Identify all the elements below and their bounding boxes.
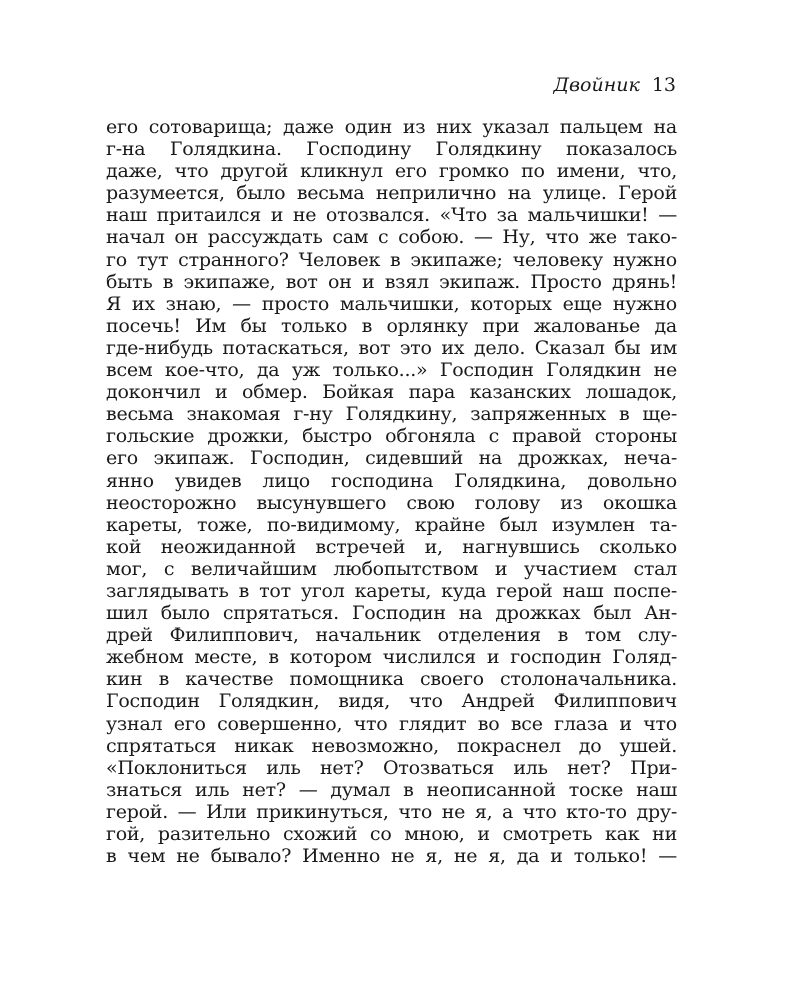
text-line: весьма знакомая г-ну Голядкину, запряженных в ще- [106, 403, 677, 426]
text-line: узнал его совершенно, что глядит во все глаза и что [106, 712, 677, 735]
text-line: мог, с величайшим любопытством и участием стал [106, 557, 677, 580]
text-line: его экипаж. Господин, сидевший на дрожках, неча- [106, 447, 677, 470]
text-line: кой неожиданной встречей и, нагнувшись сколько [106, 535, 677, 558]
body-text [106, 116, 677, 867]
text-line: шил было спрятаться. Господин на дрожках был Ан- [106, 602, 677, 625]
text-line: начал он рассуждать сам с собою. — Ну, что же тако- [106, 226, 677, 249]
text-line: где-нибудь потаскаться, вот это их дело. Сказал бы им [106, 336, 677, 359]
text-line: заглядывать в тот угол кареты, куда герой наш поспе- [106, 579, 677, 602]
text-line: неосторожно высунувшего свою голову из окошка [106, 491, 677, 514]
text-line: знаться иль нет? — думал в неописанной тоске наш [106, 778, 677, 801]
text-line: разумеется, было весьма неприлично на улице. Герой [106, 182, 677, 205]
running-head [554, 76, 676, 95]
text-line: всем кое-что, да уж только...» Господин Голядкин не [106, 359, 677, 382]
text-line: посечь! Им бы только в орлянку при жалованье да [106, 314, 677, 337]
text-line: в чем не бывало? Именно не я, не я, да и только! — [106, 845, 677, 868]
text-line: жебном месте, в котором числился и господин Голяд- [106, 646, 677, 669]
text-line: Господин Голядкин, видя, что Андрей Филиппович [106, 690, 677, 713]
text-line: «Поклониться иль нет? Отозваться иль нет? При- [106, 756, 677, 779]
text-line: докончил и обмер. Бойкая пара казанских лошадок, [106, 381, 677, 404]
text-line: его сотоварища; даже один из них указал пальцем на [106, 116, 677, 138]
page-number: 13 [651, 74, 676, 96]
text-line: янно увидев лицо господина Голядкина, довольно [106, 469, 677, 492]
running-title: Двойник [553, 74, 640, 96]
text-line: кареты, тоже, по-видимому, крайне был изумлен та- [106, 513, 677, 536]
text-line: гой, разительно схожий со мною, и смотреть как ни [106, 823, 677, 845]
text-line: спрятаться никак невозможно, покраснел до ушей. [106, 734, 677, 757]
text-line: Я их знаю, — просто мальчишки, которых еще нужно [106, 292, 677, 315]
text-line: г-на Голядкина. Господину Голядкину показалось [106, 138, 677, 161]
text-line: гольские дрожки, быстро обгоняла с правой стороны [106, 425, 677, 448]
text-line: даже, что другой кликнул его громко по имени, что, [106, 160, 677, 183]
text-line: герой. — Или прикинуться, что не я, а что кто-то дру- [106, 800, 677, 823]
text-line: кин в качестве помощника своего столоначальника. [106, 668, 677, 691]
text-line: быть в экипаже, вот он и взял экипаж. Просто дрянь! [106, 270, 677, 293]
text-line: го тут странного? Человек в экипаже; человеку нужно [106, 248, 677, 271]
text-line: дрей Филиппович, начальник отделения в том слу- [106, 624, 677, 647]
text-line: наш притаился и не отозвался. «Что за мальчишки! — [106, 204, 677, 227]
